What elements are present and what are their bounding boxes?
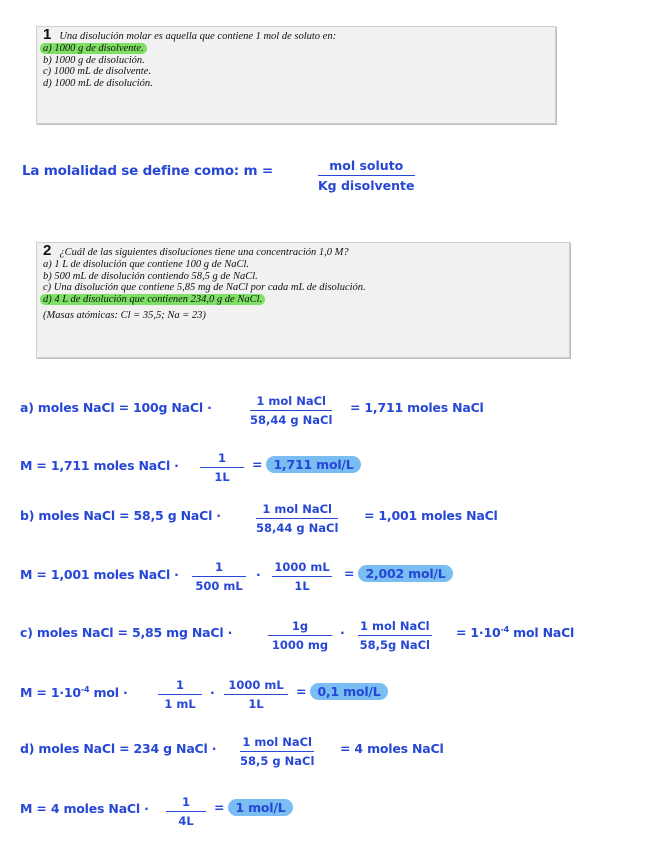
option-d-highlighted: d) 4 L de disolución que contienen 234,0 g de NaCl. [40, 294, 265, 305]
calc-c-molarity-fraction-1 [158, 678, 202, 711]
calc-a-moles-result: = 1,711 moles NaCl [350, 400, 484, 415]
equals-sign: = [296, 684, 307, 699]
dot-operator: · [210, 685, 215, 700]
calc-d-moles-result: = 4 moles NaCl [340, 741, 444, 756]
calc-b-fraction-2 [272, 560, 332, 593]
calc-c-result [296, 684, 388, 699]
calc-c-moles-result [456, 625, 574, 640]
fraction-denominator: 500 mL [195, 579, 243, 593]
calc-b-fraction [256, 502, 338, 535]
fraction-denominator: 58,5 g NaCl [240, 754, 315, 768]
calc-a-moles [20, 400, 212, 415]
molalidad-symbol: m = [243, 163, 273, 179]
calc-a-moles-lhs: a) moles NaCl = 100g NaCl · [20, 400, 212, 415]
fraction-numerator: 1 [200, 451, 244, 468]
question-1-box [36, 26, 556, 124]
calc-d-molarity-lhs: M = 4 moles NaCl · [20, 801, 149, 816]
equals-sign: = [344, 566, 355, 581]
fraction-numerator: 1 mol NaCl [358, 619, 432, 636]
calc-b-moles-lhs: b) moles NaCl = 58,5 g NaCl · [20, 508, 221, 523]
option-c: c) Una disolución que contiene 5,85 mg de NaCl por cada mL de disolución. [43, 282, 366, 294]
calc-a-molarity-lhs: M = 1,711 moles NaCl · [20, 458, 179, 473]
fraction-numerator: 1 [192, 560, 246, 577]
calc-d-result [214, 800, 293, 815]
fraction-denominator: 1 mL [164, 697, 196, 711]
calc-c-moles-lhs: c) moles NaCl = 5,85 mg NaCl · [20, 625, 233, 640]
dot-operator: · [256, 567, 261, 582]
molalidad-fraction [318, 158, 415, 193]
question-number: 2 [43, 242, 52, 259]
calc-c-molarity [20, 685, 128, 700]
fraction-denominator: 1L [294, 579, 310, 593]
option-b: b) 500 mL de disolución contiendo 58,5 g de NaCl. [43, 270, 258, 282]
calc-d-moles-lhs: d) moles NaCl = 234 g NaCl · [20, 741, 217, 756]
equals-sign: = [252, 457, 263, 472]
calc-c-fraction-2 [358, 619, 432, 652]
calc-d-molarity-fraction [166, 795, 206, 828]
dot-operator: · [340, 625, 345, 640]
question-2-box [36, 242, 570, 358]
calc-b-result [344, 566, 453, 581]
result-highlight: 2,002 mol/L [358, 565, 452, 582]
calc-b-moles-result: = 1,001 moles NaCl [364, 508, 498, 523]
option-a-highlighted: a) 1000 g de disolvente. [40, 43, 147, 54]
calc-c-molarity-fraction-2 [224, 678, 288, 711]
fraction-numerator: 1g [268, 619, 332, 636]
equals-sign: = [214, 800, 225, 815]
fraction-denominator: 58,44 g NaCl [250, 413, 333, 427]
fraction-denominator: 58,44 g NaCl [256, 521, 339, 535]
fraction-numerator: 1 [166, 795, 206, 812]
molalidad-text: La molalidad se define como: [22, 163, 239, 179]
fraction-numerator: 1000 mL [224, 678, 288, 695]
result-base: = 1·10 [456, 625, 501, 641]
fraction-denominator: 1L [214, 470, 230, 484]
fraction-numerator: 1 [158, 678, 202, 695]
result-unit: mol NaCl [508, 625, 575, 641]
molalidad-definition [22, 163, 273, 179]
calc-a-fraction [250, 394, 332, 427]
calc-d-moles [20, 741, 216, 756]
result-highlight: 0,1 mol/L [310, 683, 387, 700]
calc-b-moles [20, 508, 221, 523]
calc-b-molarity [20, 567, 179, 582]
question-text: ¿Cuál de las siguientes disoluciones tiene una concentración 1,0 M? [59, 247, 349, 258]
result-exponent: -4 [500, 625, 509, 634]
question-number: 1 [43, 26, 52, 43]
calc-c-fraction-1 [268, 619, 332, 652]
fraction-numerator: 1 mol NaCl [240, 735, 314, 752]
fraction-denominator: 4L [178, 814, 194, 828]
calc-a-molarity-fraction [200, 451, 244, 484]
calc-b-fraction-1 [192, 560, 246, 593]
option-a: a) 1 L de disolución que contiene 100 g de NaCl. [43, 258, 249, 270]
calc-d-molarity [20, 801, 149, 816]
calc-a-result [252, 457, 361, 472]
calc-c-molarity-lhs: M = 1·10 [20, 685, 81, 701]
calc-c-moles [20, 625, 232, 640]
calc-d-fraction [240, 735, 314, 768]
calc-b-molarity-lhs: M = 1,001 moles NaCl · [20, 567, 179, 582]
question-text: Una disolución molar es aquella que contiene 1 mol de soluto en: [59, 31, 337, 42]
option-b: b) 1000 g de disolución. [43, 54, 145, 66]
calc-a-molarity [20, 458, 179, 473]
fraction-numerator: 1 mol NaCl [250, 394, 332, 411]
fraction-denominator: 1L [248, 697, 264, 711]
result-highlight: 1 mol/L [228, 799, 292, 816]
exponent: -4 [80, 685, 90, 694]
fraction-numerator: 1000 mL [272, 560, 332, 577]
fraction-denominator: 58,5g NaCl [359, 638, 430, 652]
option-d: d) 1000 mL de disolución. [43, 78, 153, 90]
calc-c-molarity-unit: mol · [89, 685, 128, 701]
fraction-numerator: 1 mol NaCl [256, 502, 338, 519]
fraction-numerator: mol soluto [318, 158, 415, 176]
option-c: c) 1000 mL de disolvente. [43, 66, 151, 78]
result-highlight: 1,711 mol/L [266, 456, 360, 473]
fraction-denominator: 1000 mg [271, 638, 329, 652]
atomic-masses-note: (Masas atómicas: Cl = 35,5; Na = 23) [43, 309, 206, 321]
fraction-denominator: Kg disolvente [318, 178, 415, 193]
